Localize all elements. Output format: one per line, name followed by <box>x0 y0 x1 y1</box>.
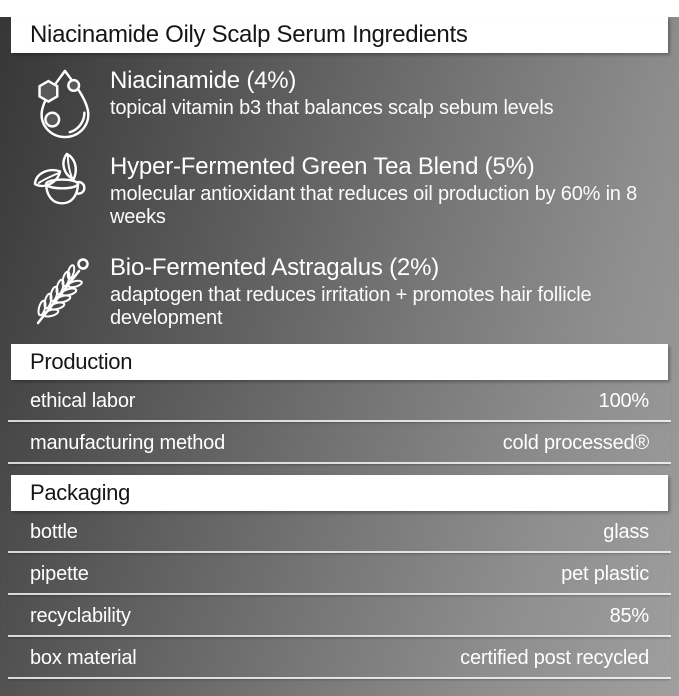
row-label: manufacturing method <box>30 432 226 455</box>
production-rows <box>8 380 671 464</box>
ingredient-name: Hyper-Fermented Green Tea Blend (5%) <box>110 153 535 180</box>
row-label: bottle <box>30 521 78 544</box>
row-value: certified post recycled <box>460 647 649 670</box>
table-row-pipette <box>8 553 671 595</box>
page-title <box>11 17 668 53</box>
ingredient-name: Bio-Fermented Astragalus (2%) <box>110 254 440 282</box>
row-label: box material <box>30 647 137 670</box>
row-label: recyclability <box>30 605 131 628</box>
list-item-astragalus <box>26 251 661 330</box>
ingredient-name: Niacinamide (4%) <box>110 67 297 94</box>
section-heading-packaging <box>11 475 668 511</box>
ingredient-text <box>100 64 553 120</box>
ingredient-text <box>100 251 655 330</box>
tea-cup-leaves-icon <box>26 150 100 212</box>
section-heading-production <box>11 344 668 380</box>
section-heading-text: Production <box>30 349 133 375</box>
row-value: 85% <box>609 605 649 628</box>
table-row-ethical-labor <box>8 380 671 422</box>
infographic-panel <box>0 17 679 696</box>
list-item-green-tea <box>26 150 661 229</box>
row-label: ethical labor <box>30 390 136 413</box>
ingredient-description: topical vitamin b3 that balances scalp sebum levels <box>110 96 554 119</box>
list-item-niacinamide <box>26 64 661 140</box>
ingredient-description: molecular antioxidant that reduces oil production by 60% in 8 weeks <box>110 182 638 228</box>
ingredient-text <box>100 150 655 229</box>
ingredient-description: adaptogen that reduces irritation + promotes hair follicle development <box>110 283 592 330</box>
section-heading-text: Packaging <box>30 480 131 506</box>
table-row-manufacturing-method <box>8 422 671 464</box>
table-row-recyclability <box>8 595 671 637</box>
packaging-rows <box>8 511 671 679</box>
row-value: pet plastic <box>561 563 649 586</box>
table-row-bottle <box>8 511 671 553</box>
row-value: 100% <box>598 390 649 413</box>
page-title-text: Niacinamide Oily Scalp Serum Ingredients <box>30 21 468 48</box>
row-label: pipette <box>30 563 89 586</box>
row-value: cold processed® <box>502 432 649 455</box>
droplet-molecule-icon <box>26 64 100 140</box>
table-row-box-material <box>8 637 671 679</box>
astragalus-sprig-icon <box>26 251 100 329</box>
ingredient-list <box>0 53 679 330</box>
row-value: glass <box>603 521 649 544</box>
